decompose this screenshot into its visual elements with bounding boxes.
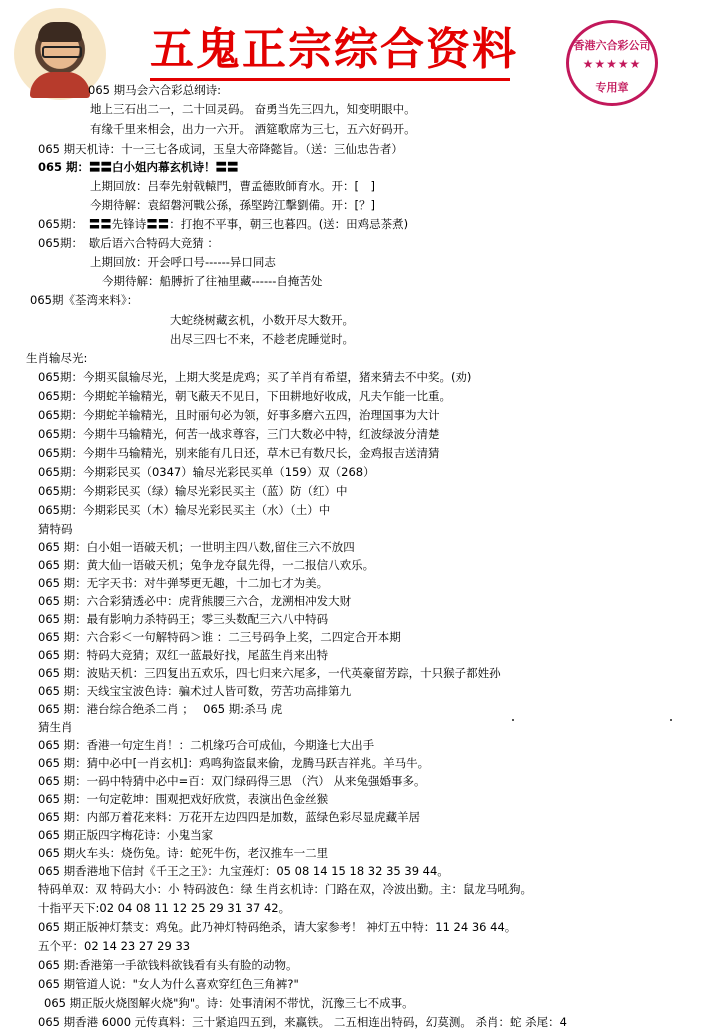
text-line: 065 期：猜中必中[一肖玄机]：鸡鸣狗盗鼠来偷，龙腾马跃吉祥兆。羊马牛。: [38, 756, 430, 770]
seal-stars: ★★★★★: [582, 57, 642, 71]
text-line: 065期：今期彩民买（0347）输尽光彩民买单（159）双（268）: [38, 465, 375, 479]
text-line: 地上三石出二一，二十回灵码。 奋勇当先三四九，知变明眼中。: [90, 102, 416, 116]
text-line: 065 期火车头：烧伤兔。诗：蛇死牛伤，老汉推车一二里: [38, 846, 329, 860]
text-line: 065期：今期牛马输精光，何苦一战求尊容，三门大数必中特，红波绿波分清楚: [38, 427, 440, 441]
stray-dot: [670, 719, 672, 721]
text-line: 065 期香港地下信封《千王之王》：九宝莲灯：05 08 14 15 18 32 35 39 44。: [38, 864, 449, 878]
portrait-coat: [30, 72, 90, 98]
text-line: 065 期：内部万着花来料：万花开左边四四是加数，蓝绿色彩尽显虎藏羊居: [38, 810, 421, 824]
text-line: 猜特码: [38, 522, 73, 536]
text-line: 生肖输尽光:: [26, 351, 88, 365]
text-line: 065期：今期牛马输精光，别来能有几日还，草木已有数尺长，金鸡报吉送清猜: [38, 446, 440, 460]
company-seal: [566, 20, 658, 106]
text-line: 065期：今期彩民买（木）输尽光彩民买主（水）（土）中: [38, 503, 331, 517]
text-line: 特码单双：双 特码大小：小 特码波色：绿 生肖玄机诗：门路在双，冷波出勤。主：鼠龙马吼狗。: [38, 882, 532, 896]
text-line: 065 期：一码中特猜中必中=百：双门绿码得三思 （汽） 从来兔强婚事多。: [38, 774, 426, 788]
text-line: 065 期：天线宝宝波色诗：骗术过人皆可数，劳苦功高排第九: [38, 684, 352, 698]
text-line: 上期回放：吕奉先射戟轅門，曹孟德敗師育水。开：[ ]: [90, 179, 375, 193]
text-line: 065期：今期蛇羊输精光，且时丽句必为领，好事多磨六五四，治理国事为大计: [38, 408, 440, 422]
text-line: 065期《荃湾来料》：: [30, 293, 139, 307]
seal-arc-text: 香港六合彩公司: [573, 39, 651, 52]
text-line: 065 期：黄大仙一语破天机；兔争龙夺鼠先得，一二报信八欢乐。: [38, 558, 375, 572]
text-line: 065 期：波贴天机：三四复出五欢乐，四七归来六尾多，一代英豪留芳踪，十只猴子都姓孙: [38, 666, 501, 680]
text-line: 065 期：最有影响力杀特码王；零三头数配三六八中特码: [38, 612, 329, 626]
text-line: 065 期：六合彩＜一句解特码＞谁 ：二三号码争上奖，二四定合开本期: [38, 630, 401, 644]
text-line: 065 期：港台综合绝杀二肖 ； 065 期:杀马 虎: [38, 702, 283, 716]
text-line: 065 期正版神灯禁支：鸡兔。此乃神灯特码绝杀，请大家参考！ 神灯五中特：11 24 36 44。: [38, 920, 517, 934]
page-title: 五鬼正宗综合资料: [150, 24, 518, 75]
text-line: 上期回放：开会呼口号------异口同志: [90, 255, 276, 269]
text-line: 出尽三四七不来，不趁老虎睡觉时。: [170, 332, 354, 346]
text-line: 065 期：六合彩猜透必中：虎背熊腰三六合，龙溯相冲发大财: [38, 594, 352, 608]
text-line: 065期：今期彩民买（绿）输尽光彩民买主（蓝）防（红）中: [38, 484, 348, 498]
text-line: 065 期：〓〓白小姐内幕玄机诗！〓〓: [38, 160, 239, 174]
text-line: 大蛇绕树藏玄机，小数开尽大数开。: [170, 313, 354, 327]
stray-dot: [512, 719, 514, 721]
text-line: 065 期：一句定乾坤：围观把戏好欣赏，表演出色金丝猴: [38, 792, 329, 806]
text-line: 065 期天机诗：十一三七各成词，玉皇大帝降懿旨。（送：三仙忠告者）: [38, 142, 403, 156]
text-line: 065 期正版火烧图解火烧"狗"。诗：处事清闲不带忧，沉豫三七不成事。: [44, 996, 414, 1010]
text-line: 猜生肖: [38, 720, 73, 734]
text-line: 065期：今期买鼠输尽光，上期大奖是虎鸡；买了羊肖有希望，猪来猜去不中奖。(劝): [38, 370, 472, 384]
text-line: 065 期:香港第一手欲钱料欲钱看有头有脸的动物。: [38, 958, 298, 972]
title-underline: [150, 78, 510, 81]
text-line: 065 期马会六合彩总纲诗:: [88, 83, 221, 97]
text-line: 五个平：02 14 23 27 29 33: [38, 939, 191, 953]
text-line: 065 期：无字天书：对牛弹琴更无趣，十二加七才为美。: [38, 576, 329, 590]
text-line: 有缘千里来相会，出力一六开。 酒筵歌席为三七，五六好码开。: [90, 122, 416, 136]
portrait-glasses: [42, 46, 82, 58]
text-line: 065 期香港 6000 元传真料：三十紧追四五到，来赢铁。 二五相连出特码，幻莫测。 杀肖：蛇 杀尾：4: [38, 1015, 567, 1029]
text-line: 今期待解：船膊折了往袖里藏------自掩苦处: [102, 274, 323, 288]
text-line: 065 期：白小姐一语破天机；一世明主四八数,留住三六不放四: [38, 540, 355, 554]
text-line: 今期待解：袁紹磐河戰公孫，孫堅跨江擊劉備。开：[？]: [90, 198, 375, 212]
text-line: 065 期：香港一句定生肖！：二机缘巧合可成仙，今期逢七大出手: [38, 738, 375, 752]
text-line: 065 期正版四字梅花诗：小鬼当家: [38, 828, 214, 842]
seal-label: 专用章: [595, 81, 629, 94]
text-line: 065期： 〓〓先锋诗〓〓：打抱不平事，朝三也暮四。(送：田鸡忌茶煮): [38, 217, 409, 231]
portrait-hair: [38, 22, 82, 42]
text-line: 十指平天下:02 04 08 11 12 25 29 31 37 42。: [38, 901, 291, 915]
text-line: 065期：今期蛇羊输精光，朝飞蔽天不见日，下田耕地好收成，凡夫乍能一比重。: [38, 389, 451, 403]
text-line: 065 期管道人说："女人为什么喜欢穿红色三角裤?": [38, 977, 299, 991]
text-line: 065 期：特码大竞猜；双红一蓝最好找，尾蓝生肖来出特: [38, 648, 329, 662]
text-line: 065期： 歇后语六合特码大竞猜 ：: [38, 236, 219, 250]
